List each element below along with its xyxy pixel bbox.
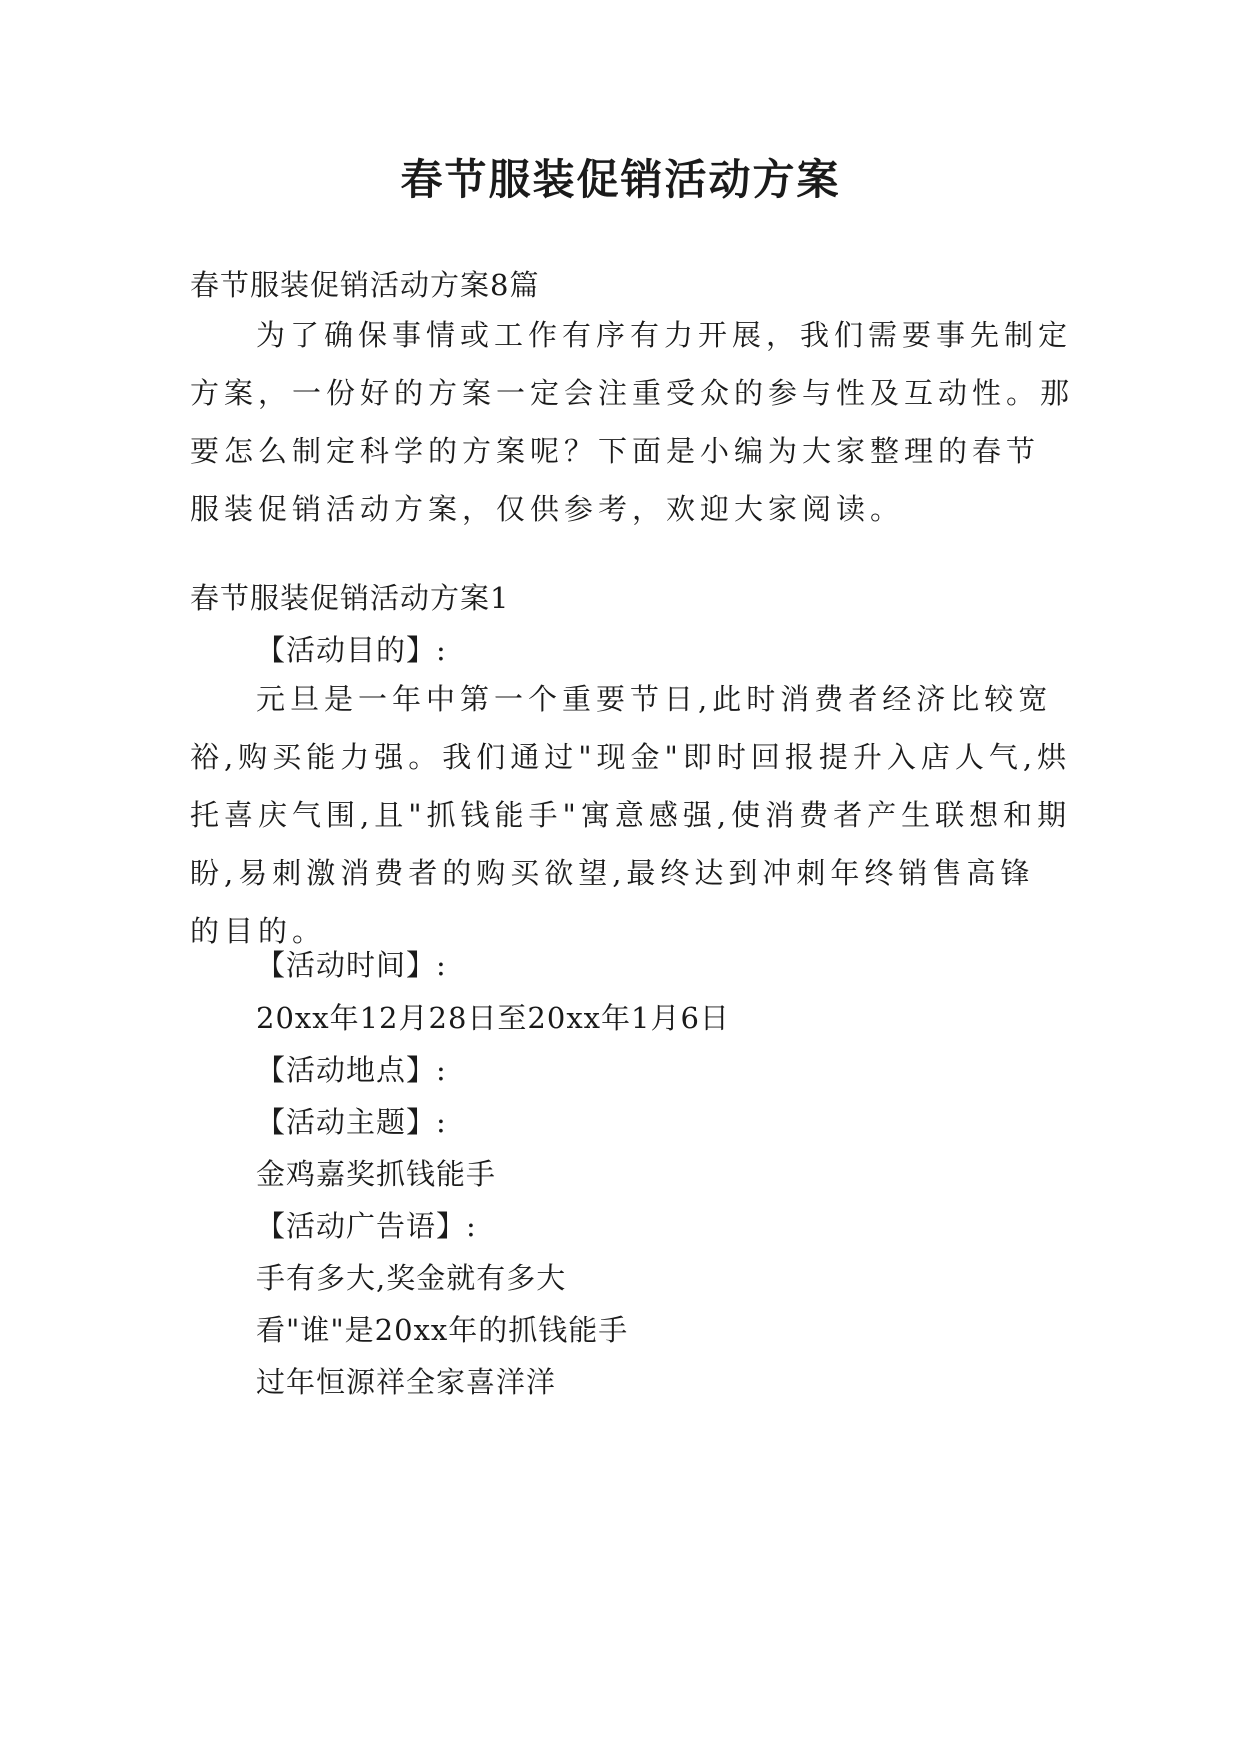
time-value: 20xx年12月28日至20xx年1月6日: [256, 1001, 730, 1035]
time-label: 【活动时间】:: [256, 948, 447, 982]
theme-value: 金鸡嘉奖抓钱能手: [256, 1157, 497, 1191]
purpose-label: 【活动目的】:: [256, 633, 447, 667]
slogan-line: 看"谁"是20xx年的抓钱能手: [256, 1313, 629, 1347]
purpose-line: 元旦是一年中第一个重要节日,此时消费者经济比较宽: [256, 682, 1053, 716]
intro-paragraph: [190, 306, 1075, 538]
intro-line: 方案，一份好的方案一定会注重受众的参与性及互动性。那: [190, 376, 1075, 410]
purpose-line: 托喜庆气围,且"抓钱能手"寓意感强,使消费者产生联想和期: [190, 798, 1072, 832]
document-subtitle: 春节服装促销活动方案8篇: [190, 268, 540, 302]
purpose-line: 盼,易刺激消费者的购买欲望,最终达到冲刺年终销售高锋: [190, 856, 1035, 890]
theme-label: 【活动主题】:: [256, 1105, 447, 1139]
intro-line: 为了确保事情或工作有序有力开展，我们需要事先制定: [256, 318, 1073, 352]
purpose-line: 的目的。: [190, 914, 327, 948]
slogan-line: 手有多大,奖金就有多大: [256, 1261, 567, 1295]
document-title: 春节服装促销活动方案: [400, 155, 841, 204]
section-heading: 春节服装促销活动方案1: [190, 581, 510, 615]
slogan-label: 【活动广告语】:: [256, 1209, 477, 1243]
purpose-line: 裕,购买能力强。我们通过"现金"即时回报提升入店人气,烘: [190, 740, 1072, 774]
intro-line: 服装促销活动方案，仅供参考，欢迎大家阅读。: [190, 492, 905, 526]
place-label: 【活动地点】:: [256, 1053, 447, 1087]
intro-line: 要怎么制定科学的方案呢？下面是小编为大家整理的春节: [190, 434, 1041, 468]
purpose-paragraph: [190, 670, 1072, 960]
slogan-line: 过年恒源祥全家喜洋洋: [256, 1365, 557, 1399]
